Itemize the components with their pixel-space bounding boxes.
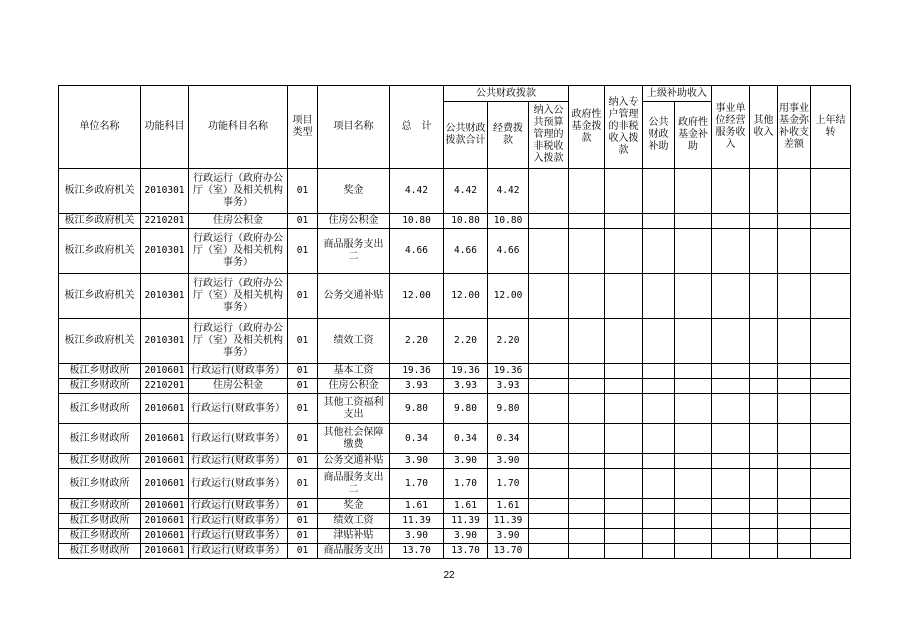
table-row [59,469,851,499]
empty-cell [643,214,675,229]
total-cell: 1.70 [390,469,444,499]
empty-cell [605,364,643,379]
func-code-cell: 2010601 [141,469,189,499]
public-finance-total-cell: 3.90 [444,454,488,469]
public-finance-total-cell: 1.70 [444,469,488,499]
empty-cell [643,394,675,424]
empty-cell [529,379,569,394]
unit-name-cell: 板江乡财政所 [59,379,141,394]
header-unit-name: 单位名称 [59,86,141,169]
item-type-cell: 01 [288,514,318,529]
empty-cell [605,514,643,529]
empty-cell [675,454,712,469]
empty-cell [675,274,712,319]
item-type-cell: 01 [288,529,318,544]
empty-cell [712,364,750,379]
funding-cell: 0.34 [488,424,529,454]
empty-cell [712,379,750,394]
empty-cell [778,394,811,424]
empty-cell [712,544,750,559]
empty-cell [675,229,712,274]
table-row [59,319,851,364]
empty-cell [529,394,569,424]
item-type-cell: 01 [288,229,318,274]
empty-cell [569,229,605,274]
table-header [59,86,851,169]
empty-cell [529,364,569,379]
func-name-cell: 行政运行（政府办公厅（室）及相关机构事务） [189,229,288,274]
item-type-cell: 01 [288,544,318,559]
empty-cell [712,229,750,274]
empty-cell [811,229,851,274]
funding-cell: 12.00 [488,274,529,319]
total-cell: 11.39 [390,514,444,529]
item-name-cell: 奖金 [318,499,390,514]
func-name-cell: 住房公积金 [189,379,288,394]
func-code-cell: 2010601 [141,499,189,514]
empty-cell [529,514,569,529]
unit-name-cell: 板江乡政府机关 [59,169,141,214]
func-name-cell: 行政运行(财政事务） [189,454,288,469]
empty-cell [750,274,778,319]
func-code-cell: 2010601 [141,454,189,469]
func-name-cell: 行政运行(财政事务） [189,364,288,379]
budget-table [58,85,851,559]
empty-cell [605,214,643,229]
total-cell: 3.90 [390,454,444,469]
empty-cell [778,214,811,229]
funding-cell: 10.80 [488,214,529,229]
item-name-cell: 奖金 [318,169,390,214]
empty-cell [811,469,851,499]
empty-cell [712,529,750,544]
item-type-cell: 01 [288,424,318,454]
item-type-cell: 01 [288,319,318,364]
funding-cell: 9.80 [488,394,529,424]
header-func-code: 功能科目 [141,86,189,169]
header-carry-over: 上年结转 [811,86,851,169]
empty-cell [569,499,605,514]
empty-cell [750,469,778,499]
empty-cell [605,499,643,514]
empty-cell [811,319,851,364]
empty-cell [778,424,811,454]
empty-cell [778,514,811,529]
public-finance-total-cell: 11.39 [444,514,488,529]
empty-cell [643,544,675,559]
empty-cell [778,319,811,364]
total-cell: 19.36 [390,364,444,379]
empty-cell [750,214,778,229]
funding-cell: 1.61 [488,499,529,514]
empty-cell [569,454,605,469]
empty-cell [569,274,605,319]
func-code-cell: 2210201 [141,214,189,229]
empty-cell [778,469,811,499]
table-row [59,529,851,544]
table-row [59,169,851,214]
item-name-cell: 基本工资 [318,364,390,379]
header-item-type: 项目类型 [288,86,318,169]
header-funding: 经费拨款 [488,102,529,169]
empty-cell [643,319,675,364]
empty-cell [675,499,712,514]
table-row [59,364,851,379]
empty-cell [750,394,778,424]
func-name-cell: 行政运行(财政事务） [189,499,288,514]
empty-cell [778,544,811,559]
func-code-cell: 2010601 [141,529,189,544]
total-cell: 2.20 [390,319,444,364]
empty-cell [750,514,778,529]
header-superior-gov-fund: 政府性基金补助 [675,102,712,169]
funding-cell: 3.90 [488,454,529,469]
public-finance-total-cell: 1.61 [444,499,488,514]
empty-cell [569,514,605,529]
empty-cell [712,394,750,424]
empty-cell [605,394,643,424]
total-cell: 10.80 [390,214,444,229]
public-finance-total-cell: 4.42 [444,169,488,214]
empty-cell [675,379,712,394]
empty-cell [643,424,675,454]
empty-cell [605,274,643,319]
empty-cell [529,274,569,319]
func-code-cell: 2010301 [141,169,189,214]
empty-cell [529,454,569,469]
total-cell: 12.00 [390,274,444,319]
empty-cell [529,214,569,229]
empty-cell [811,544,851,559]
item-name-cell: 商品服务支出二 [318,469,390,499]
empty-cell [712,214,750,229]
empty-cell [605,229,643,274]
func-code-cell: 2210201 [141,379,189,394]
func-name-cell: 行政运行(财政事务） [189,394,288,424]
item-type-cell: 01 [288,394,318,424]
item-name-cell: 商品服务支出 [318,544,390,559]
unit-name-cell: 板江乡财政所 [59,394,141,424]
empty-cell [811,454,851,469]
item-type-cell: 01 [288,454,318,469]
unit-name-cell: 板江乡财政所 [59,424,141,454]
empty-cell [529,424,569,454]
empty-cell [529,469,569,499]
func-code-cell: 2010301 [141,274,189,319]
func-name-cell: 行政运行(财政事务） [189,544,288,559]
empty-cell [675,319,712,364]
header-business-income: 事业单位经营服务收入 [712,86,750,169]
func-code-cell: 2010301 [141,229,189,274]
funding-cell: 19.36 [488,364,529,379]
item-type-cell: 01 [288,379,318,394]
empty-cell [529,499,569,514]
func-code-cell: 2010601 [141,514,189,529]
header-special-non-tax: 纳入专户管理的非税收入拨款 [605,86,643,169]
table-body [59,169,851,559]
empty-cell [712,469,750,499]
total-cell: 13.70 [390,544,444,559]
item-type-cell: 01 [288,499,318,514]
item-name-cell: 绩效工资 [318,319,390,364]
empty-cell [778,529,811,544]
public-finance-total-cell: 2.20 [444,319,488,364]
empty-cell [529,529,569,544]
total-cell: 4.42 [390,169,444,214]
func-name-cell: 行政运行(财政事务） [189,514,288,529]
empty-cell [750,544,778,559]
empty-cell [569,214,605,229]
table-row [59,424,851,454]
empty-cell [529,169,569,214]
empty-cell [605,544,643,559]
func-name-cell: 行政运行(财政事务） [189,424,288,454]
item-name-cell: 津贴补贴 [318,529,390,544]
total-cell: 9.80 [390,394,444,424]
header-public-finance-total: 公共财政拨款合计 [444,102,488,169]
header-func-name: 功能科目名称 [189,86,288,169]
empty-cell [605,529,643,544]
table-row [59,379,851,394]
empty-cell [569,169,605,214]
empty-cell [675,544,712,559]
empty-cell [778,379,811,394]
item-type-cell: 01 [288,169,318,214]
func-name-cell: 行政运行（政府办公厅（室）及相关机构事务） [189,319,288,364]
table-row [59,394,851,424]
empty-cell [811,214,851,229]
empty-cell [675,529,712,544]
empty-cell [778,274,811,319]
empty-cell [605,469,643,499]
func-code-cell: 2010601 [141,424,189,454]
empty-cell [569,469,605,499]
empty-cell [778,169,811,214]
empty-cell [529,229,569,274]
funding-cell: 3.93 [488,379,529,394]
item-type-cell: 01 [288,364,318,379]
empty-cell [643,499,675,514]
empty-cell [569,379,605,394]
empty-cell [750,424,778,454]
unit-name-cell: 板江乡政府机关 [59,214,141,229]
empty-cell [712,499,750,514]
empty-cell [605,169,643,214]
table-row [59,514,851,529]
item-name-cell: 商品服务支出二 [318,229,390,274]
public-finance-total-cell: 10.80 [444,214,488,229]
empty-cell [778,454,811,469]
header-public-finance: 公共财政拨款 [444,86,569,102]
empty-cell [750,529,778,544]
empty-cell [675,364,712,379]
table-row [59,499,851,514]
item-name-cell: 住房公积金 [318,379,390,394]
item-type-cell: 01 [288,469,318,499]
empty-cell [643,454,675,469]
public-finance-total-cell: 4.66 [444,229,488,274]
unit-name-cell: 板江乡政府机关 [59,274,141,319]
item-name-cell: 其他工资福利支出 [318,394,390,424]
empty-cell [643,229,675,274]
item-name-cell: 公务交通补贴 [318,454,390,469]
empty-cell [712,514,750,529]
table-row [59,544,851,559]
item-name-cell: 其他社会保障缴费 [318,424,390,454]
empty-cell [675,394,712,424]
empty-cell [712,424,750,454]
item-name-cell: 公务交通补贴 [318,274,390,319]
empty-cell [675,214,712,229]
total-cell: 3.93 [390,379,444,394]
empty-cell [712,319,750,364]
func-name-cell: 行政运行(财政事务） [189,469,288,499]
empty-cell [712,169,750,214]
unit-name-cell: 板江乡政府机关 [59,319,141,364]
empty-cell [750,454,778,469]
empty-cell [605,454,643,469]
item-name-cell: 绩效工资 [318,514,390,529]
empty-cell [778,499,811,514]
empty-cell [750,229,778,274]
header-other-income: 其他收入 [750,86,778,169]
public-finance-total-cell: 13.70 [444,544,488,559]
empty-cell [569,394,605,424]
empty-cell [569,544,605,559]
unit-name-cell: 板江乡财政所 [59,364,141,379]
func-name-cell: 住房公积金 [189,214,288,229]
table-row [59,274,851,319]
empty-cell [675,169,712,214]
empty-cell [643,169,675,214]
empty-cell [643,529,675,544]
empty-cell [811,424,851,454]
empty-cell [811,274,851,319]
header-non-tax: 纳入公共预算管理的非税收入拨款 [529,102,569,169]
table-row [59,214,851,229]
func-code-cell: 2010301 [141,319,189,364]
public-finance-total-cell: 12.00 [444,274,488,319]
empty-cell [712,454,750,469]
empty-cell [569,529,605,544]
public-finance-total-cell: 3.90 [444,529,488,544]
empty-cell [569,364,605,379]
funding-cell: 2.20 [488,319,529,364]
unit-name-cell: 板江乡财政所 [59,454,141,469]
empty-cell [750,379,778,394]
header-gov-fund: 政府性基金拨款 [569,86,605,169]
table-row [59,229,851,274]
empty-cell [811,394,851,424]
empty-cell [643,364,675,379]
empty-cell [750,499,778,514]
item-name-cell: 住房公积金 [318,214,390,229]
page-number: 22 [443,570,455,581]
empty-cell [811,169,851,214]
funding-cell: 1.70 [488,469,529,499]
empty-cell [712,274,750,319]
empty-cell [605,379,643,394]
header-superior: 上级补助收入 [643,86,712,102]
funding-cell: 13.70 [488,544,529,559]
func-code-cell: 2010601 [141,364,189,379]
total-cell: 0.34 [390,424,444,454]
empty-cell [643,379,675,394]
public-finance-total-cell: 0.34 [444,424,488,454]
funding-cell: 4.66 [488,229,529,274]
funding-cell: 3.90 [488,529,529,544]
unit-name-cell: 板江乡财政所 [59,469,141,499]
empty-cell [811,379,851,394]
empty-cell [643,469,675,499]
header-total: 总 计 [390,86,444,169]
empty-cell [675,424,712,454]
funding-cell: 11.39 [488,514,529,529]
func-name-cell: 行政运行（政府办公厅（室）及相关机构事务） [189,169,288,214]
empty-cell [675,469,712,499]
unit-name-cell: 板江乡政府机关 [59,229,141,274]
empty-cell [529,319,569,364]
total-cell: 3.90 [390,529,444,544]
func-name-cell: 行政运行（政府办公厅（室）及相关机构事务） [189,274,288,319]
header-item-name: 项目名称 [318,86,390,169]
empty-cell [778,364,811,379]
public-finance-total-cell: 19.36 [444,364,488,379]
empty-cell [811,364,851,379]
empty-cell [750,169,778,214]
item-type-cell: 01 [288,214,318,229]
funding-cell: 4.42 [488,169,529,214]
empty-cell [605,319,643,364]
header-fund-make-up: 用事业基金弥补收支差额 [778,86,811,169]
total-cell: 1.61 [390,499,444,514]
empty-cell [569,424,605,454]
table-row [59,454,851,469]
empty-cell [605,424,643,454]
empty-cell [811,499,851,514]
func-name-cell: 行政运行(财政事务） [189,529,288,544]
empty-cell [811,514,851,529]
func-code-cell: 2010601 [141,544,189,559]
empty-cell [811,529,851,544]
empty-cell [569,319,605,364]
unit-name-cell: 板江乡财政所 [59,514,141,529]
empty-cell [750,319,778,364]
empty-cell [529,544,569,559]
empty-cell [750,364,778,379]
empty-cell [778,229,811,274]
item-type-cell: 01 [288,274,318,319]
header-superior-public: 公共财政补助 [643,102,675,169]
unit-name-cell: 板江乡财政所 [59,499,141,514]
unit-name-cell: 板江乡财政所 [59,544,141,559]
func-code-cell: 2010601 [141,394,189,424]
public-finance-total-cell: 9.80 [444,394,488,424]
empty-cell [675,514,712,529]
public-finance-total-cell: 3.93 [444,379,488,394]
total-cell: 4.66 [390,229,444,274]
empty-cell [643,514,675,529]
unit-name-cell: 板江乡财政所 [59,529,141,544]
empty-cell [643,274,675,319]
